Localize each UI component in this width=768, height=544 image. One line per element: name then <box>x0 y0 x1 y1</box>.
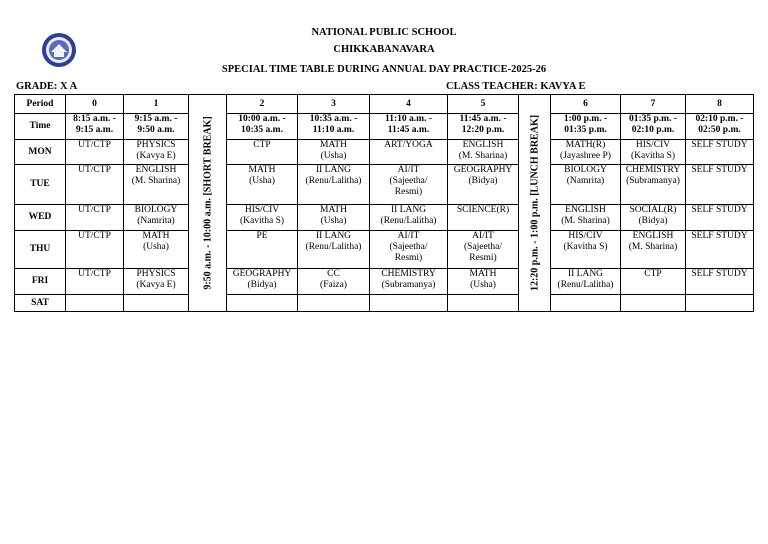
cell-line: AI/IT <box>472 231 494 241</box>
cell-line: MATH <box>142 231 170 241</box>
cell-line: GEOGRAPHY <box>232 269 292 279</box>
cell-line: Resmi) <box>394 253 423 263</box>
subject-cell <box>448 231 519 269</box>
subject-cell <box>124 231 189 269</box>
period-number: 7 <box>621 95 686 114</box>
cell-line: (Renu/Lalitha) <box>305 242 362 252</box>
cell-line: (Kavya E) <box>136 151 176 161</box>
cell-line: 02:10 p.m. - <box>695 114 744 124</box>
subject-cell <box>227 165 298 205</box>
cell-line: 02:10 p.m. <box>631 125 675 135</box>
cell-line: (M. Sharina) <box>458 151 508 161</box>
period-number: 0 <box>66 95 124 114</box>
period-number: 6 <box>551 95 621 114</box>
day-row <box>15 269 754 295</box>
subject-cell <box>448 295 519 312</box>
lunch-break-label: 12:20 p.m. - 1:00 p.m. [LUNCH BREAK] <box>529 114 540 292</box>
subject-cell <box>686 295 754 312</box>
subject-cell <box>551 269 621 295</box>
day-label: THU <box>15 231 66 269</box>
subject-cell <box>298 140 370 165</box>
cell-line: (Jayashree P) <box>560 151 611 161</box>
cell-line: SELF STUDY <box>691 140 748 150</box>
subject-cell <box>448 205 519 231</box>
cell-line: ENGLISH <box>462 140 504 150</box>
cell-line: SCIENCE(R) <box>456 205 510 215</box>
subject-cell <box>551 205 621 231</box>
cell-line: 8:15 a.m. - <box>73 114 116 124</box>
subject-cell <box>124 165 189 205</box>
cell-line: BIOLOGY <box>564 165 607 175</box>
period-time <box>298 114 370 140</box>
cell-line: 11:10 a.m. <box>312 125 355 135</box>
time-row-header: Time <box>15 114 66 140</box>
subject-cell <box>66 231 124 269</box>
day-row <box>15 205 754 231</box>
subject-cell <box>686 231 754 269</box>
cell-line: PHYSICS <box>136 140 176 150</box>
cell-line: (Usha) <box>249 176 275 186</box>
day-row <box>15 140 754 165</box>
day-label: MON <box>15 140 66 165</box>
cell-line: HIS/CIV <box>244 205 280 215</box>
short-break-label: 9:50 a.m. - 10:00 a.m. [SHORT BREAK] <box>202 116 213 290</box>
subject-cell <box>686 165 754 205</box>
cell-line: HIS/CIV <box>635 140 671 150</box>
cell-line: UT/CTP <box>78 165 111 175</box>
cell-line: (Sajeetha/ <box>389 242 428 252</box>
cell-line: 01:35 p.m. <box>564 125 607 135</box>
period-time <box>621 114 686 140</box>
cell-line: (Renu/Lalitha) <box>380 216 437 226</box>
cell-line: (Bidya) <box>468 176 498 186</box>
cell-line: (Faiza) <box>320 280 347 290</box>
cell-line: (Subramanya) <box>626 176 680 186</box>
period-time <box>124 114 189 140</box>
period-time <box>66 114 124 140</box>
cell-line: 10:00 a.m. - <box>238 114 286 124</box>
subject-cell <box>370 140 448 165</box>
cell-line: (Kavitha S) <box>630 151 676 161</box>
cell-line: UT/CTP <box>78 205 111 215</box>
school-branch: CHIKKABANAVARA <box>333 44 435 55</box>
lunch-break-column <box>519 95 551 312</box>
period-time <box>448 114 519 140</box>
cell-line: 11:10 a.m. - <box>385 114 432 124</box>
cell-line: SELF STUDY <box>691 165 748 175</box>
cell-line: CC <box>327 269 340 279</box>
cell-line: AI/IT <box>397 231 420 241</box>
subject-cell <box>227 269 298 295</box>
period-time <box>370 114 448 140</box>
cell-line: (Kavya E) <box>136 280 176 290</box>
cell-line: UT/CTP <box>78 269 111 279</box>
subject-cell <box>621 140 686 165</box>
subject-cell <box>370 295 448 312</box>
subject-cell <box>227 295 298 312</box>
subject-cell <box>551 295 621 312</box>
subject-cell <box>66 269 124 295</box>
cell-line: UT/CTP <box>78 140 111 150</box>
subject-cell <box>551 231 621 269</box>
cell-line: MATH <box>469 269 497 279</box>
day-row <box>15 295 754 312</box>
subject-cell <box>66 165 124 205</box>
cell-line: PHYSICS <box>136 269 176 279</box>
cell-line: 11:45 a.m. <box>387 125 430 135</box>
period-number: 1 <box>124 95 189 114</box>
subject-cell <box>621 165 686 205</box>
period-row-header: Period <box>15 95 66 114</box>
cell-line: (Kavitha S) <box>563 242 608 252</box>
cell-line: SELF STUDY <box>691 269 748 279</box>
cell-line: (Namrita) <box>137 216 175 226</box>
subject-cell <box>551 140 621 165</box>
cell-line: MATH(R) <box>565 140 606 150</box>
cell-line: (Sajeetha/ <box>389 176 428 186</box>
grade-label: GRADE: X A <box>16 81 78 92</box>
cell-line: HIS/CIV <box>568 231 603 241</box>
day-row <box>15 231 754 269</box>
cell-line: (Subramanya) <box>381 280 436 290</box>
cell-line: (Bidya) <box>247 280 277 290</box>
subject-cell <box>448 269 519 295</box>
subject-cell <box>621 205 686 231</box>
cell-line: II LANG <box>567 269 604 279</box>
cell-line: GEOGRAPHY <box>453 165 513 175</box>
day-label: WED <box>15 205 66 231</box>
day-row <box>15 165 754 205</box>
cell-line: MATH <box>320 205 347 215</box>
subject-cell <box>448 140 519 165</box>
cell-line: 9:50 a.m. <box>137 125 175 135</box>
class-teacher-label: CLASS TEACHER: KAVYA E <box>446 81 586 92</box>
cell-line: 10:35 a.m. - <box>309 114 358 124</box>
subject-cell <box>227 140 298 165</box>
cell-line: ENGLISH <box>135 165 177 175</box>
school-name: NATIONAL PUBLIC SCHOOL <box>311 27 457 38</box>
subject-cell <box>124 140 189 165</box>
cell-line: MATH <box>320 140 347 150</box>
subject-cell <box>124 205 189 231</box>
cell-line: 1:00 p.m. - <box>563 114 608 124</box>
cell-line: II LANG <box>315 231 352 241</box>
cell-line: SELF STUDY <box>691 205 748 215</box>
subject-cell <box>66 295 124 312</box>
period-number: 5 <box>448 95 519 114</box>
cell-line: (M. Sharina) <box>131 176 181 186</box>
cell-line: (M. Sharina) <box>561 216 610 226</box>
cell-line: 10:35 a.m. <box>241 125 283 135</box>
cell-line: 02:50 p.m. <box>698 125 741 135</box>
cell-line: ENGLISH <box>565 205 606 215</box>
cell-line: (Renu/Lalitha) <box>305 176 362 186</box>
subject-cell <box>124 295 189 312</box>
timetable <box>14 94 754 312</box>
subject-cell <box>686 205 754 231</box>
cell-line: CTP <box>644 269 662 279</box>
cell-line: ART/YOGA <box>384 140 433 150</box>
cell-line: (Usha) <box>320 216 347 226</box>
subject-cell <box>621 231 686 269</box>
subject-cell <box>66 205 124 231</box>
period-number: 2 <box>227 95 298 114</box>
subject-cell <box>686 269 754 295</box>
subject-cell <box>227 231 298 269</box>
cell-line: (Usha) <box>470 280 496 290</box>
period-number: 8 <box>686 95 754 114</box>
period-time <box>551 114 621 140</box>
day-label: SAT <box>15 295 66 312</box>
cell-line: SELF STUDY <box>691 231 748 241</box>
cell-line: (Renu/Lalitha) <box>557 280 614 290</box>
subject-cell <box>66 140 124 165</box>
cell-line: (Usha) <box>143 242 169 252</box>
subject-cell <box>298 231 370 269</box>
timetable-title: SPECIAL TIME TABLE DURING ANNUAL DAY PRACTICE-2025-26 <box>221 64 547 75</box>
subject-cell <box>370 269 448 295</box>
cell-line: (M. Sharina) <box>628 242 678 252</box>
cell-line: 11:45 a.m. - <box>459 114 507 124</box>
cell-line: CHEMISTRY <box>381 269 436 279</box>
subject-cell <box>124 269 189 295</box>
cell-line: 12:20 p.m. <box>461 125 505 135</box>
subject-cell <box>621 269 686 295</box>
cell-line: PE <box>256 231 268 241</box>
subject-cell <box>551 165 621 205</box>
subject-cell <box>448 165 519 205</box>
cell-line: AI/IT <box>397 165 420 175</box>
cell-line: (Sajeetha/ <box>464 242 502 252</box>
period-time <box>227 114 298 140</box>
subject-cell <box>370 165 448 205</box>
cell-line: (Namrita) <box>566 176 605 186</box>
cell-line: MATH <box>248 165 276 175</box>
period-number: 3 <box>298 95 370 114</box>
subject-cell <box>298 205 370 231</box>
cell-line: Resmi) <box>394 187 423 197</box>
day-label: FRI <box>15 269 66 295</box>
subject-cell <box>298 295 370 312</box>
day-label: TUE <box>15 165 66 205</box>
cell-line: ENGLISH <box>632 231 674 241</box>
cell-line: II LANG <box>315 165 352 175</box>
subject-cell <box>621 295 686 312</box>
subject-cell <box>227 205 298 231</box>
cell-line: 9:15 a.m. - <box>134 114 178 124</box>
cell-line: SOCIAL(R) <box>629 205 677 215</box>
short-break-column <box>189 95 227 312</box>
period-time <box>686 114 754 140</box>
cell-line: (Usha) <box>320 151 347 161</box>
cell-line: BIOLOGY <box>134 205 178 215</box>
period-number: 4 <box>370 95 448 114</box>
subject-cell <box>686 140 754 165</box>
subject-cell <box>370 205 448 231</box>
cell-line: Resmi) <box>469 253 497 263</box>
cell-line: II LANG <box>390 205 427 215</box>
cell-line: (Bidya) <box>638 216 668 226</box>
cell-line: UT/CTP <box>78 231 111 241</box>
cell-line: CTP <box>253 140 271 150</box>
subject-cell <box>298 269 370 295</box>
subject-cell <box>298 165 370 205</box>
cell-line: 01:35 p.m. - <box>628 114 678 124</box>
cell-line: CHEMISTRY <box>625 165 681 175</box>
subject-cell <box>370 231 448 269</box>
cell-line: 9:15 a.m. <box>75 125 114 135</box>
cell-line: (Kavitha S) <box>239 216 285 226</box>
